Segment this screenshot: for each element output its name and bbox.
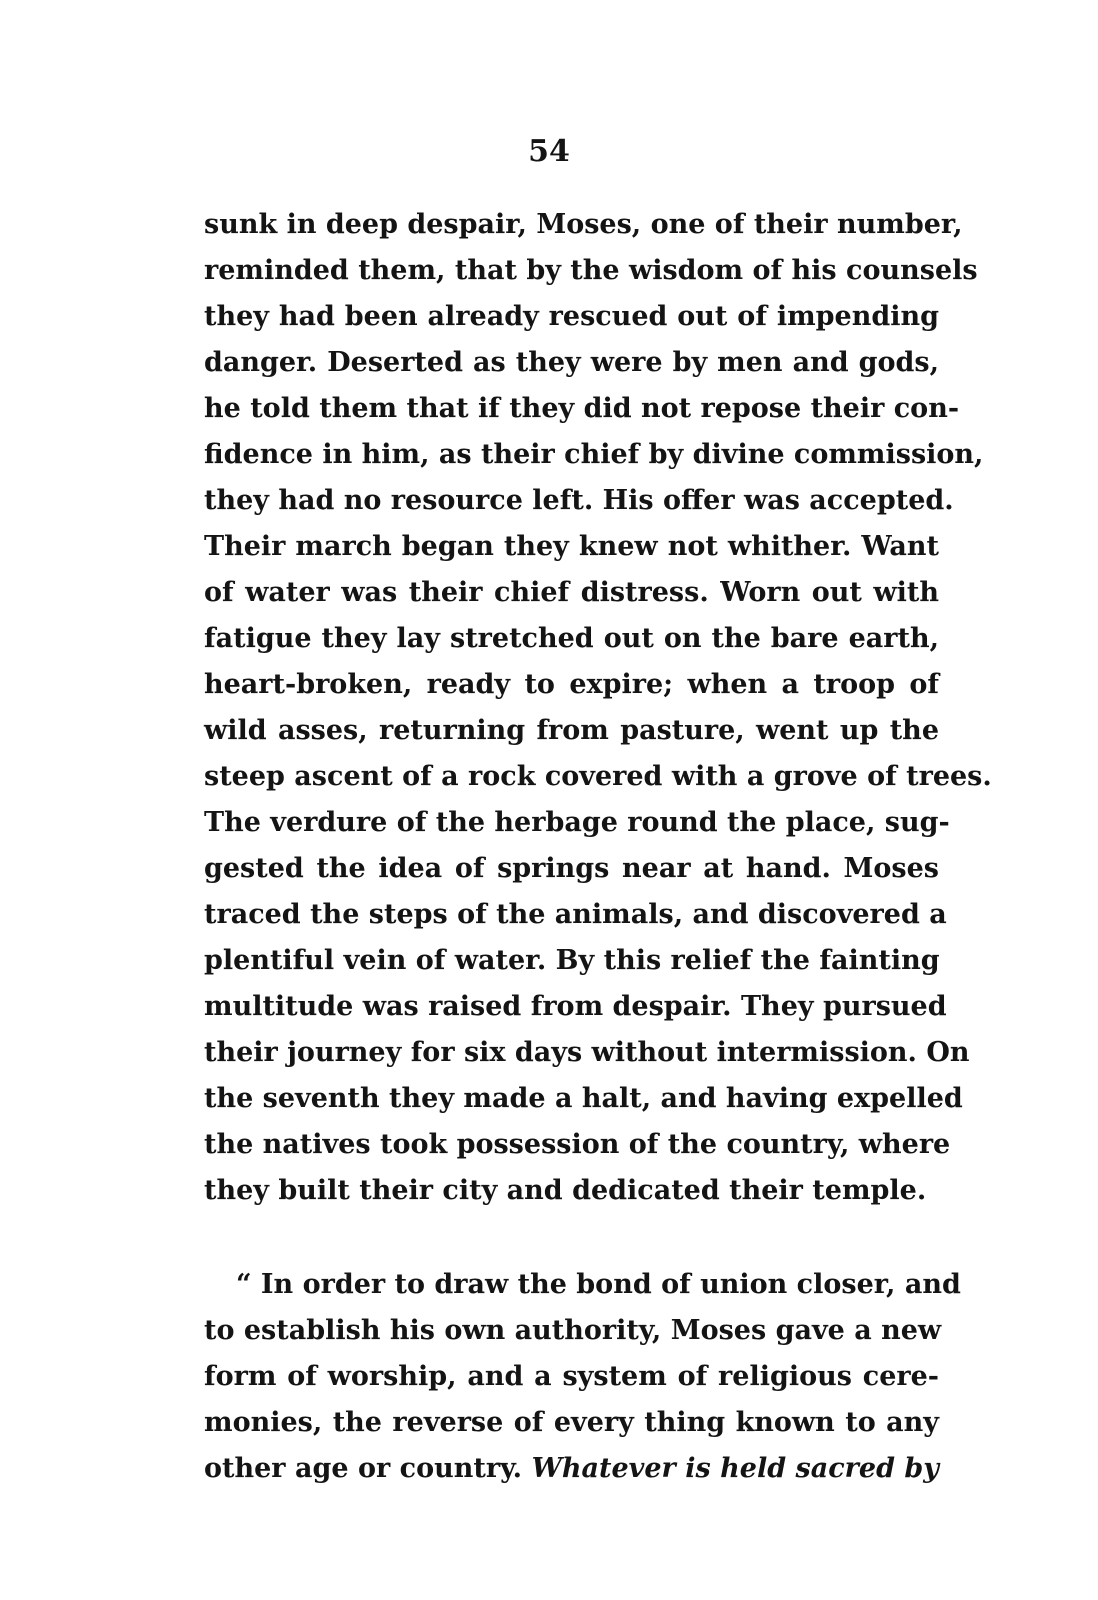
paragraph-1-line: gested the idea of springs near at hand. Moses — [204, 853, 939, 884]
paragraph-1-line: of water was their chief distress. Worn out with — [204, 577, 939, 608]
paragraph-1-line: they built their city and dedicated their temple. — [204, 1175, 927, 1206]
paragraph-2-line: to establish his own authority, Moses gave a new — [204, 1315, 942, 1346]
paragraph-1-line: heart-broken, ready to expire; when a troop of — [204, 669, 939, 700]
paragraph-2-line: “ In order to draw the bond of union closer, and — [236, 1269, 961, 1300]
roman-text: other age or country. — [204, 1453, 523, 1484]
paragraph-1-line: wild asses, returning from pasture, went up the — [204, 715, 939, 746]
paragraph-1-line: he told them that if they did not repose their con- — [204, 393, 960, 424]
paragraph-1-line: their journey for six days without intermission. On — [204, 1037, 970, 1068]
paragraph-1-line: danger. Deserted as they were by men and gods, — [204, 347, 939, 378]
paragraph-1-line: they had been already rescued out of impending — [204, 301, 939, 332]
paragraph-1-line: Their march began they knew not whither. Want — [204, 531, 939, 562]
paragraph-2-line: monies, the reverse of every thing known to any — [204, 1407, 939, 1438]
italic-text: Whatever is held sacred by — [531, 1453, 939, 1484]
paragraph-1-line: sunk in deep despair, Moses, one of their number, — [204, 209, 963, 240]
paragraph-1-line: plentiful vein of water. By this relief the fainting — [204, 945, 940, 976]
paragraph-1-line: fatigue they lay stretched out on the bare earth, — [204, 623, 939, 654]
paragraph-1-line: the seventh they made a halt, and having expelled — [204, 1083, 963, 1114]
paragraph-1-line: The verdure of the herbage round the place, sug- — [204, 807, 950, 838]
paragraph-1-line: they had no resource left. His offer was accepted. — [204, 485, 954, 516]
paragraph-2-line-mixed — [204, 1446, 939, 1492]
paragraph-1-line: the natives took possession of the country, where — [204, 1129, 951, 1160]
paragraph-1-line: steep ascent of a rock covered with a grove of trees. — [204, 761, 992, 792]
paragraph-1-line: traced the steps of the animals, and discovered a — [204, 899, 947, 930]
paragraph-1-line: multitude was raised from despair. They pursued — [204, 991, 947, 1022]
paragraph-1-line: fidence in him, as their chief by divine commission, — [204, 439, 984, 470]
paragraph-1-line: reminded them, that by the wisdom of his counsels — [204, 255, 978, 286]
page-number: 54 — [528, 134, 570, 169]
paragraph-2-line: form of worship, and a system of religious cere- — [204, 1361, 939, 1392]
